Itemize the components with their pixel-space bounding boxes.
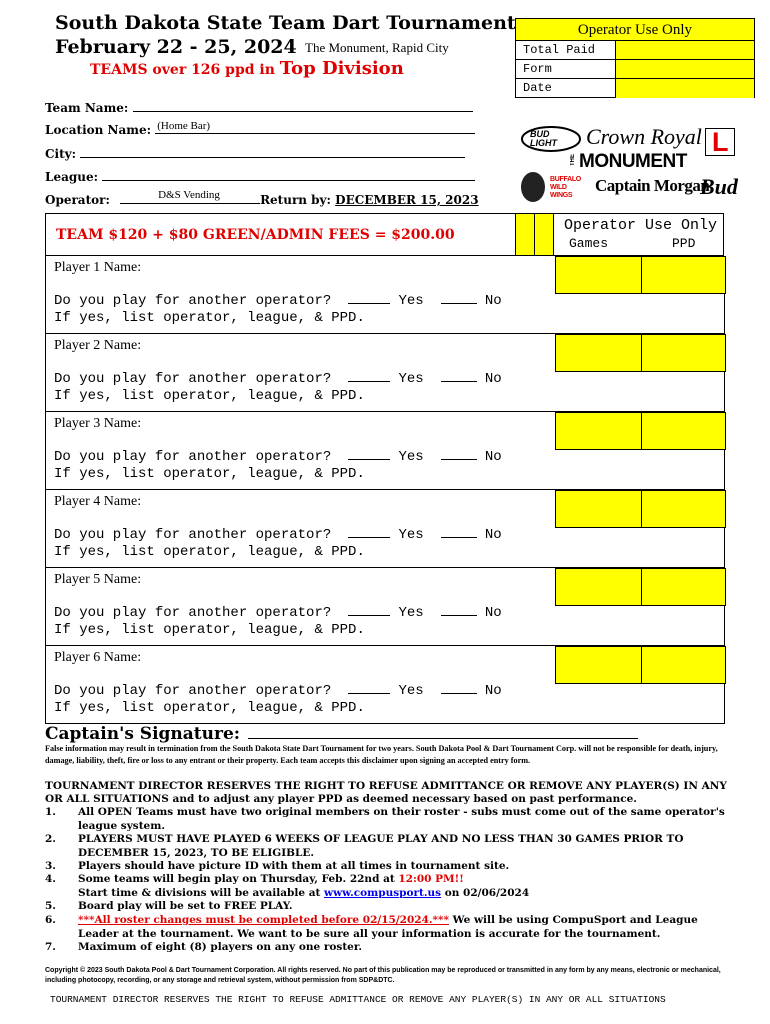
rule-7 — [45, 941, 735, 955]
ppd-field[interactable] — [642, 256, 726, 294]
yes-blank[interactable] — [348, 682, 390, 694]
copyright-text: Copyright © 2023 South Dakota Pool & Dart Tournament Corporation. All rights reserved. No part of this publication may be reproduced or transmitted in any form by any means, electronic or mechanical, including photocopy, recording, or any storage and retrieval system, without permission from SDP&DTC. — [45, 967, 721, 984]
yes-label: Yes — [398, 605, 424, 621]
yes-label: Yes — [398, 371, 424, 387]
rule-number: 7. — [45, 941, 56, 953]
city-row — [45, 146, 465, 161]
player-block-3 — [45, 412, 725, 490]
operator-panel-title: Operator Use Only — [564, 217, 718, 234]
ppd-field[interactable] — [642, 490, 726, 528]
list-operator-text: If yes, list operator, league, & PPD. — [54, 466, 365, 482]
monument-logo — [570, 152, 704, 172]
disclaimer-text: False information may result in termination from the South Dakota State Dart Tournament for two years. South Dakota Pool & Dart Tournament Corp. will not be responsible for death, injury, damage, liability, theft, fire or loss to any entrant or their property. Each team accepts this disclaimer upon signing an accepted entry form. — [45, 744, 718, 765]
fee-check-box-2[interactable] — [535, 213, 554, 256]
rule-text: Board play will be set to FREE PLAY. — [78, 900, 293, 912]
no-blank[interactable] — [441, 682, 477, 694]
rule-6-red: ***All roster changes must be completed before 02/15/2024.*** — [78, 914, 450, 926]
rule-number: 1. — [45, 806, 56, 818]
player-name-label: Player 5 Name: — [54, 572, 142, 587]
rule-1 — [45, 806, 735, 833]
rule-6 — [45, 914, 735, 941]
monument-the: THE — [570, 154, 576, 166]
fee-check-box-1[interactable] — [515, 213, 535, 256]
games-field[interactable] — [555, 490, 642, 528]
games-field[interactable] — [555, 646, 642, 684]
rule-5 — [45, 900, 735, 914]
question-text: Do you play for another operator? — [54, 683, 332, 699]
operator-row-total-paid — [516, 41, 754, 60]
buffalo-text: BUFFALO WILD WINGS — [550, 176, 581, 199]
no-blank[interactable] — [441, 526, 477, 538]
l-logo — [705, 128, 735, 156]
question-text: Do you play for another operator? — [54, 527, 332, 543]
rule-4-c: on 02/06/2024 — [441, 886, 530, 899]
player-name-label: Player 2 Name: — [54, 338, 142, 353]
rule-4-a: Some teams will begin play on Thursday, Feb. 22nd at — [78, 873, 399, 885]
bud-logo: Bud — [700, 174, 738, 199]
no-blank[interactable] — [441, 604, 477, 616]
no-label: No — [484, 683, 502, 699]
monument-text: MONUMENT — [579, 151, 687, 172]
list-operator-text: If yes, list operator, league, & PPD. — [54, 700, 365, 716]
yes-label: Yes — [398, 683, 424, 699]
captain-signature-row — [45, 724, 638, 744]
ppd-field[interactable] — [642, 412, 726, 450]
player-name-label: Player 4 Name: — [54, 494, 142, 509]
location-hint: (Home Bar) — [157, 120, 211, 132]
no-blank[interactable] — [441, 448, 477, 460]
footer-text: TOURNAMENT DIRECTOR RESERVES THE RIGHT TO REFUSE ADMITTANCE OR REMOVE ANY PLAYER(S) IN ANY OR ALL SITUATIONS — [50, 994, 666, 1005]
captain-signature-input[interactable] — [248, 725, 638, 739]
team-fee-text: TEAM $120 + $80 GREEN/ADMIN FEES = $200.00 — [56, 227, 455, 243]
rule-number: 3. — [45, 860, 56, 872]
league-input[interactable] — [102, 169, 475, 181]
tournament-title: South Dakota State Team Dart Tournament — [55, 12, 516, 34]
rule-number: 2. — [45, 833, 56, 845]
rule-4 — [45, 873, 735, 900]
no-label: No — [484, 371, 502, 387]
operator-box-title: Operator Use Only — [516, 19, 754, 41]
games-header: Games — [569, 236, 609, 251]
location-name-row — [45, 122, 475, 137]
player-name-label: Player 3 Name: — [54, 416, 142, 431]
rule-4-time: 12:00 PM!! — [398, 873, 464, 885]
question-text: Do you play for another operator? — [54, 605, 332, 621]
player-block-6 — [45, 646, 725, 724]
ppd-field[interactable] — [642, 568, 726, 606]
total-paid-field[interactable] — [616, 41, 754, 59]
rules-heading: TOURNAMENT DIRECTOR RESERVES THE RIGHT TO REFUSE ADMITTANCE OR REMOVE ANY PLAYER(S) IN ANY OR ALL SITUATIONS and to adjust any player PPD as deemed necessary based on past performance. — [45, 780, 727, 805]
return-by-label: Return by: — [260, 193, 331, 207]
ppd-field[interactable] — [642, 334, 726, 372]
venue-label: The Monument, Rapid City — [305, 40, 449, 55]
bud-light-logo — [520, 125, 582, 153]
other-operator-question — [54, 526, 502, 543]
other-operator-question — [54, 370, 502, 387]
no-blank[interactable] — [441, 370, 477, 382]
player-block-4 — [45, 490, 725, 568]
tournament-dates: February 22 - 25, 2024 — [55, 36, 297, 58]
ppd-header: PPD — [672, 236, 696, 251]
games-field[interactable] — [555, 256, 642, 294]
other-operator-question — [54, 682, 502, 699]
team-name-row — [45, 100, 473, 115]
question-text: Do you play for another operator? — [54, 449, 332, 465]
operator-row-date — [516, 79, 754, 98]
other-operator-question — [54, 604, 502, 621]
division-line — [90, 58, 404, 79]
operator-row-label: Date — [516, 79, 616, 98]
operator-row-form — [516, 60, 754, 79]
rule-text: PLAYERS MUST HAVE PLAYED 6 WEEKS OF LEAGUE PLAY AND NO LESS THAN 30 GAMES PRIOR TO DECEMBER 15, 2023, TO BE ELIGIBLE. — [78, 833, 684, 859]
no-label: No — [484, 293, 502, 309]
rule-number: 5. — [45, 900, 56, 912]
rule-number: 4. — [45, 873, 56, 885]
rule-text: Players should have picture ID with them at all times in tournament site. — [78, 860, 510, 872]
league-label: League: — [45, 170, 99, 184]
other-operator-question — [54, 292, 502, 309]
rule-text: Maximum of eight (8) players on any one roster. — [78, 941, 363, 953]
yes-blank[interactable] — [348, 370, 390, 382]
games-field[interactable] — [555, 412, 642, 450]
list-operator-text: If yes, list operator, league, & PPD. — [54, 622, 365, 638]
l-logo-text: L — [712, 127, 729, 157]
rule-number: 6. — [45, 914, 56, 926]
location-name-input[interactable] — [155, 122, 475, 134]
rule-3 — [45, 860, 735, 874]
player-block-2 — [45, 334, 725, 412]
location-name-label: Location Name: — [45, 123, 152, 137]
compusport-link[interactable]: www.compusport.us — [324, 886, 442, 899]
date-field[interactable] — [616, 79, 754, 98]
no-label: No — [484, 605, 502, 621]
yes-label: Yes — [398, 449, 424, 465]
yes-label: Yes — [398, 293, 424, 309]
team-fee-row — [45, 213, 515, 256]
rule-text — [78, 914, 735, 941]
rule-4-b: Start time & divisions will be available at — [78, 886, 325, 899]
team-name-label: Team Name: — [45, 101, 129, 115]
rule-2 — [45, 833, 735, 860]
list-operator-text: If yes, list operator, league, & PPD. — [54, 310, 365, 326]
city-input[interactable] — [80, 146, 465, 158]
operator-input[interactable] — [120, 189, 260, 204]
question-text: Do you play for another operator? — [54, 371, 332, 387]
league-row — [45, 169, 475, 184]
operator-row-label: Total Paid — [516, 41, 616, 59]
operator-row-label: Form — [516, 60, 616, 78]
bud-light-text: BUD LIGHT — [530, 129, 557, 148]
yes-blank[interactable] — [348, 526, 390, 538]
player-block-5 — [45, 568, 725, 646]
yes-blank[interactable] — [348, 448, 390, 460]
captain-morgan-logo: Captain Morgan — [595, 176, 710, 195]
rule-6-text: We will be using CompuSport and League Leader at the tournament. We want to be sure all your information is accurate for the tournament. — [78, 914, 698, 940]
rule-text: All OPEN Teams must have two original members on their roster - subs must come out of the same operator's league system. — [78, 806, 725, 832]
operator-use-panel — [554, 213, 724, 256]
ppd-field[interactable] — [642, 646, 726, 684]
yes-blank[interactable] — [348, 604, 390, 616]
team-name-input[interactable] — [133, 100, 473, 112]
operator-use-box — [515, 18, 755, 98]
player-block-1 — [45, 256, 725, 334]
games-field[interactable] — [555, 334, 642, 372]
return-by-date: DECEMBER 15, 2023 — [335, 193, 479, 207]
operator-row — [45, 189, 479, 207]
form-field[interactable] — [616, 60, 754, 78]
captain-signature-label: Captain's Signature: — [45, 724, 241, 744]
crown-royal-logo: Crown Royal — [586, 124, 702, 149]
player-name-label: Player 6 Name: — [54, 650, 142, 665]
yes-label: Yes — [398, 527, 424, 543]
no-label: No — [484, 449, 502, 465]
question-text: Do you play for another operator? — [54, 293, 332, 309]
operator-value: D&S Vending — [158, 189, 220, 201]
list-operator-text: If yes, list operator, league, & PPD. — [54, 544, 365, 560]
operator-label: Operator: — [45, 193, 110, 207]
player-name-label: Player 1 Name: — [54, 260, 142, 275]
no-blank[interactable] — [441, 292, 477, 304]
division-prefix: TEAMS over 126 ppd in — [90, 62, 280, 78]
games-field[interactable] — [555, 568, 642, 606]
other-operator-question — [54, 448, 502, 465]
no-label: No — [484, 527, 502, 543]
city-label: City: — [45, 147, 77, 161]
buffalo-icon — [521, 172, 545, 202]
list-operator-text: If yes, list operator, league, & PPD. — [54, 388, 365, 404]
rule-text — [78, 873, 735, 900]
division-name: Top Division — [279, 58, 404, 79]
yes-blank[interactable] — [348, 292, 390, 304]
